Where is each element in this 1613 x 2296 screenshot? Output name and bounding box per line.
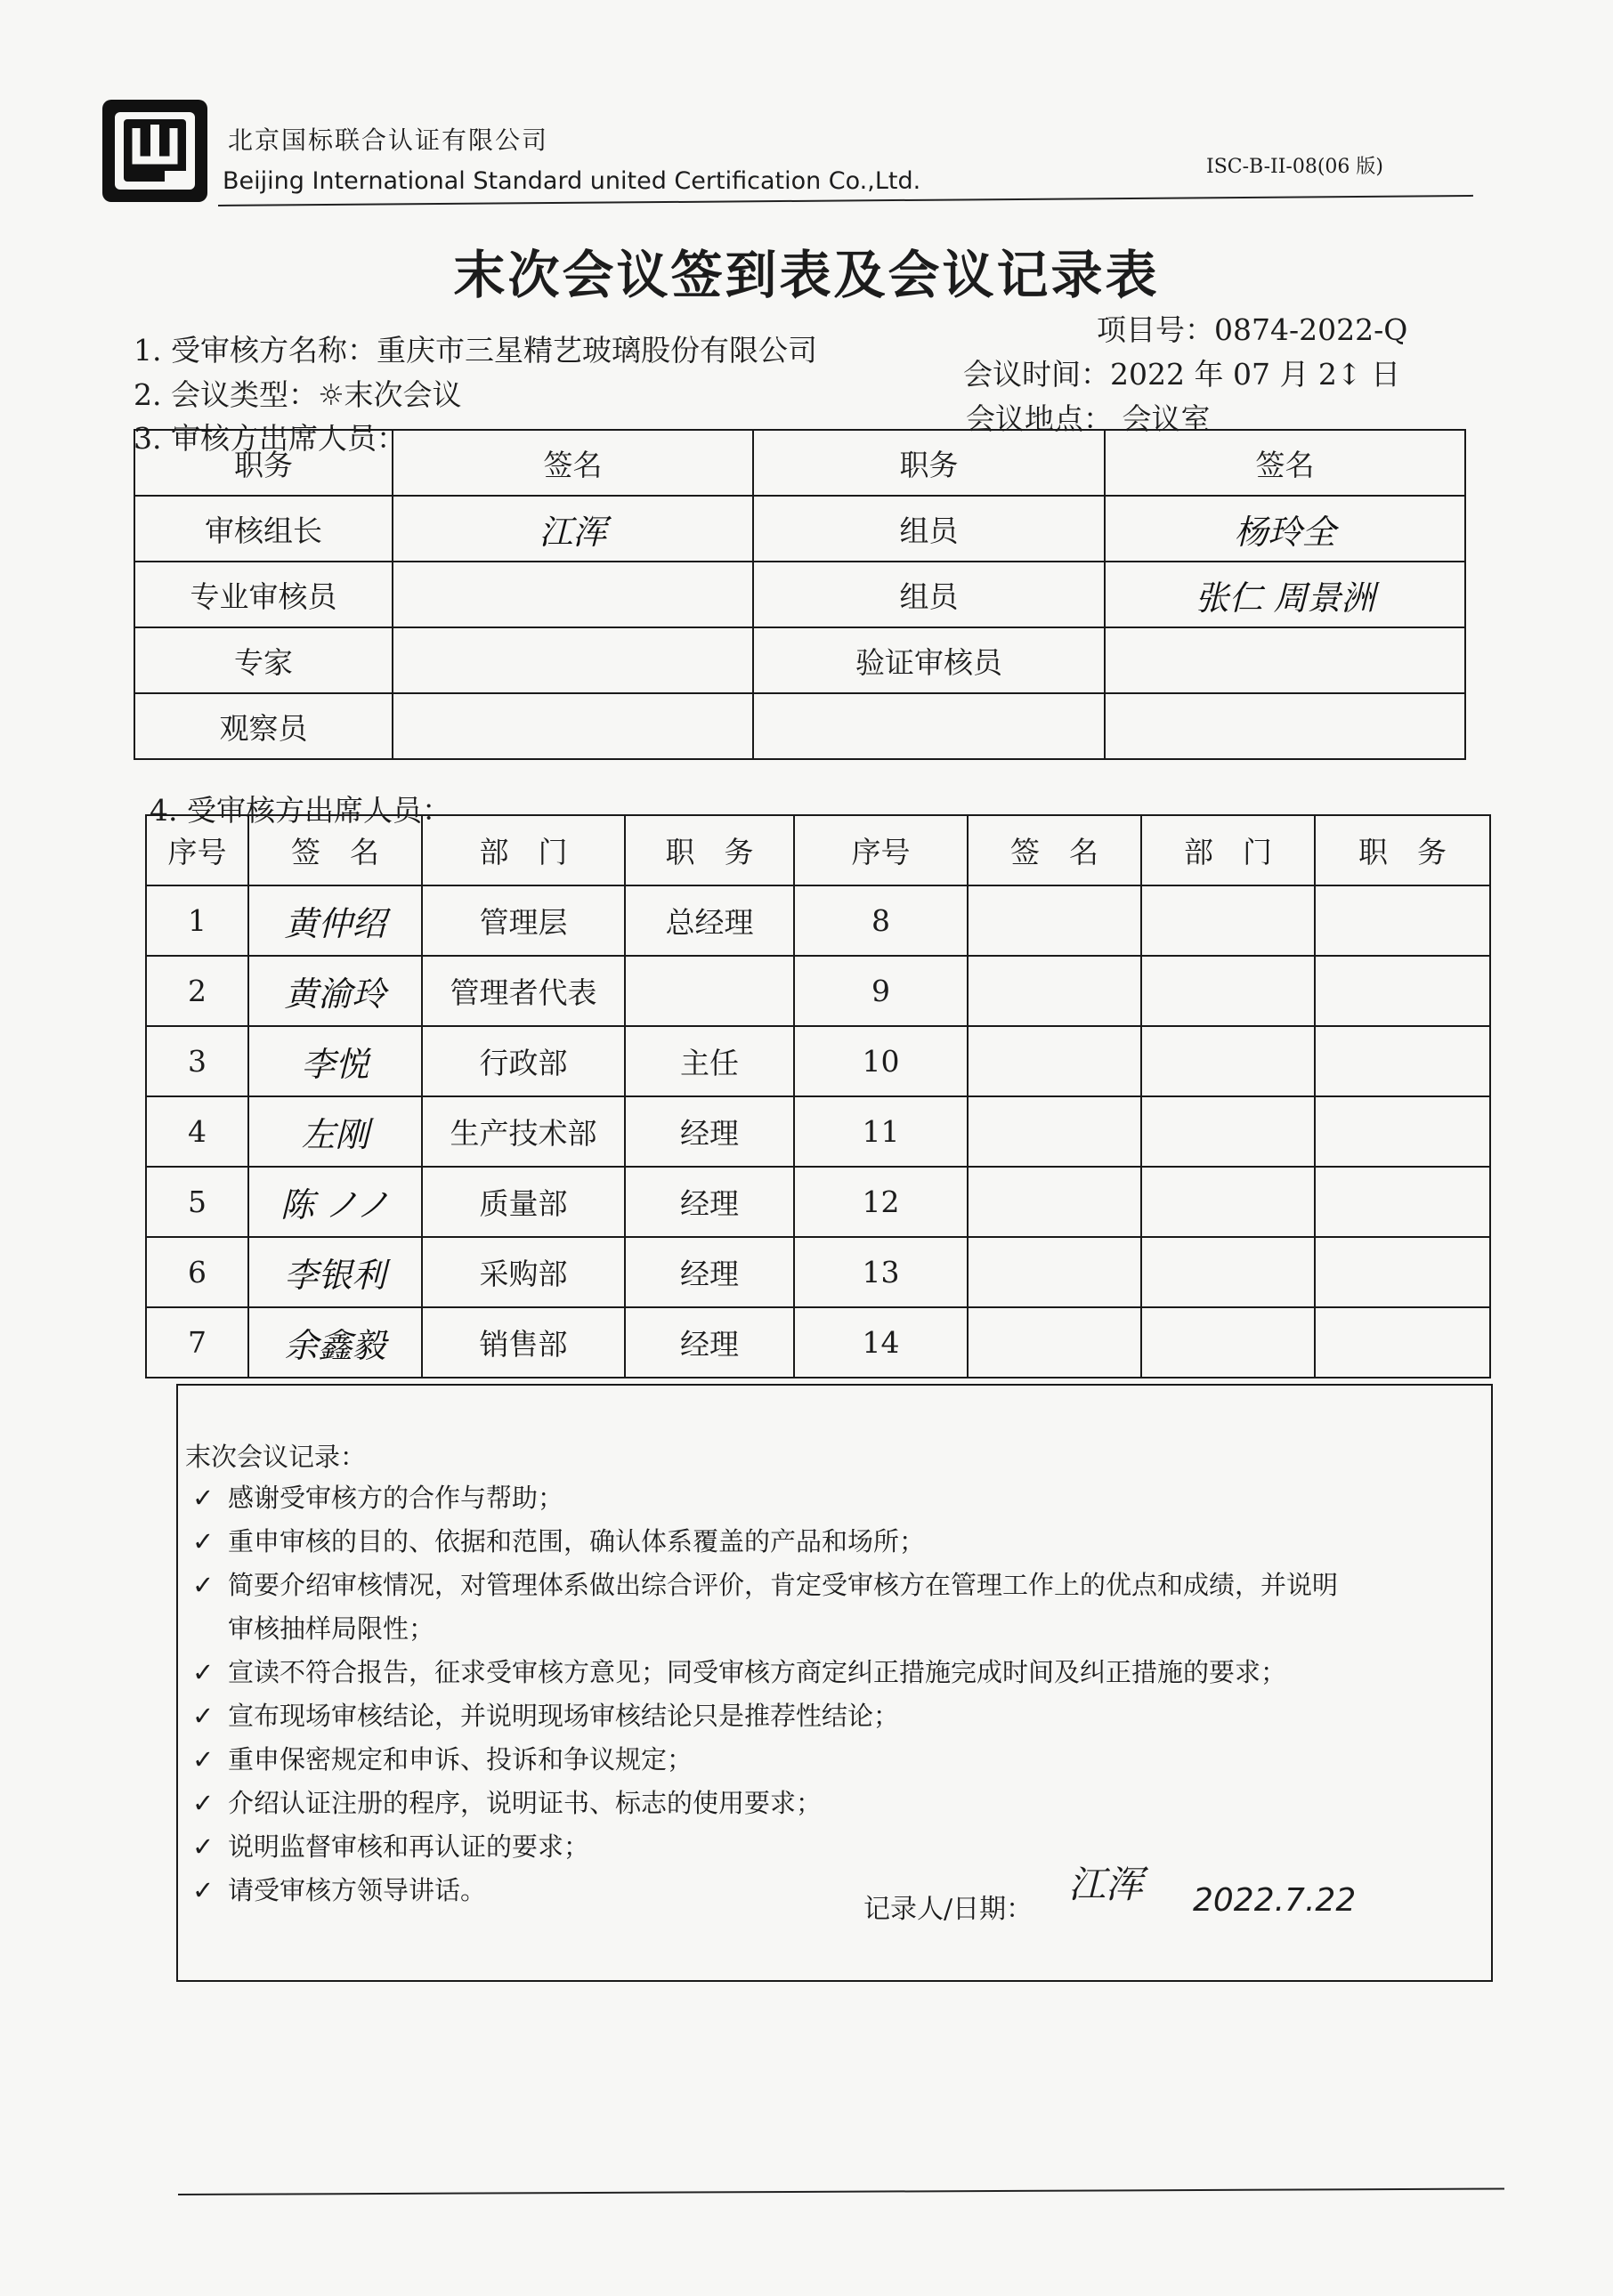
footer-divider — [178, 2187, 1504, 2195]
empty-cell — [968, 885, 1141, 956]
list-item — [185, 1869, 1338, 1912]
checkmark-icon: ✓ — [192, 1526, 215, 1556]
auditor-role — [753, 693, 1105, 759]
role: 经理 — [625, 1167, 794, 1237]
list-item — [185, 1782, 1338, 1825]
signature-cell — [248, 1167, 422, 1237]
empty-cell — [1315, 1167, 1490, 1237]
auditor-role: 专家 — [134, 627, 393, 693]
signature-cell — [1105, 496, 1465, 562]
minutes-item-text: 宣布现场审核结论，并说明现场审核结论只是推荐性结论； — [228, 1701, 900, 1731]
header-divider — [218, 195, 1473, 206]
auditor-role: 审核组长 — [134, 496, 393, 562]
empty-cell — [1141, 956, 1315, 1026]
department: 销售部 — [422, 1307, 625, 1378]
minutes-item-text: 宣读不符合报告，征求受审核方意见；同受审核方商定纠正措施完成时间及纠正措施的要求； — [228, 1657, 1287, 1687]
handwritten-signature: 李银利 — [284, 1256, 386, 1295]
handwritten-signature: 黄仲绍 — [284, 904, 386, 943]
empty-cell — [968, 1237, 1141, 1307]
signature-cell — [1105, 627, 1465, 693]
role: 经理 — [625, 1096, 794, 1167]
header-role: 职务 — [753, 430, 1105, 496]
signature-cell — [248, 1307, 422, 1378]
empty-cell — [968, 1096, 1141, 1167]
signature-cell — [393, 562, 753, 627]
list-item — [185, 1651, 1338, 1694]
row-number: 4 — [146, 1096, 248, 1167]
header-role: 职务 — [134, 430, 393, 496]
form-code: ISC-B-II-08(06 版) — [1206, 156, 1383, 178]
signature-cell — [248, 956, 422, 1026]
table-row — [134, 693, 1465, 759]
department: 质量部 — [422, 1167, 625, 1237]
department: 生产技术部 — [422, 1096, 625, 1167]
row-number: 9 — [794, 956, 968, 1026]
row-number: 12 — [794, 1167, 968, 1237]
empty-cell — [968, 1307, 1141, 1378]
empty-cell — [1315, 1307, 1490, 1378]
auditee-attendance-table — [145, 814, 1491, 1378]
auditor-role: 专业审核员 — [134, 562, 393, 627]
signature-cell — [1105, 693, 1465, 759]
table-row — [134, 496, 1465, 562]
header-signature: 签名 — [1105, 430, 1465, 496]
signature-cell — [248, 1026, 422, 1096]
minutes-item-text: 简要介绍审核情况，对管理体系做出综合评价，肯定受审核方在管理工作上的优点和成绩，并说明 — [228, 1570, 1339, 1600]
minutes-item-text: 重申保密规定和申诉、投诉和争议规定； — [228, 1744, 693, 1775]
header-number: 序号 — [146, 815, 248, 885]
table-row — [146, 1307, 1490, 1378]
role: 经理 — [625, 1307, 794, 1378]
section3-heading: 3. 审核方出席人员： — [134, 421, 406, 456]
row-number: 14 — [794, 1307, 968, 1378]
list-item — [185, 1476, 1338, 1520]
header-signature: 签名 — [393, 430, 753, 496]
checkmark-icon: ✓ — [192, 1483, 215, 1513]
recorder-signature: 江浑 — [1068, 1863, 1144, 1906]
checkmark-icon: ✓ — [192, 1831, 215, 1862]
signature-cell — [1105, 562, 1465, 627]
checkmark-icon: ✓ — [192, 1744, 215, 1775]
minutes-item-text: 审核抽样局限性； — [228, 1613, 435, 1644]
minutes-item-text: 重申审核的目的、依据和范围，确认体系覆盖的产品和场所； — [228, 1526, 926, 1556]
empty-cell — [1315, 1026, 1490, 1096]
list-item — [185, 1520, 1338, 1564]
table-row — [146, 885, 1490, 956]
handwritten-signature: 杨玲全 — [1234, 512, 1336, 552]
handwritten-signature: 陈 ノノ — [280, 1185, 391, 1225]
minutes-item-text: 请受审核方领导讲话。 — [228, 1875, 487, 1905]
table-row — [146, 1167, 1490, 1237]
header-signature: 签 名 — [248, 815, 422, 885]
empty-cell — [1141, 885, 1315, 956]
empty-cell — [1315, 1237, 1490, 1307]
list-item — [185, 1607, 1338, 1651]
row-number: 13 — [794, 1237, 968, 1307]
recorder-label: 记录人/日期： — [863, 1894, 1033, 1925]
header-department: 部 门 — [422, 815, 625, 885]
list-item — [185, 1825, 1338, 1869]
list-item — [185, 1738, 1338, 1782]
signature-cell — [248, 885, 422, 956]
minutes-item-text: 说明监督审核和再认证的要求； — [228, 1831, 590, 1862]
auditor-table-header — [134, 430, 1465, 496]
header-number: 序号 — [794, 815, 968, 885]
empty-cell — [968, 956, 1141, 1026]
meeting-type-field: 2. 会议类型：☼末次会议 — [134, 377, 462, 412]
department: 管理层 — [422, 885, 625, 956]
auditee-name-field: 1. 受审核方名称：重庆市三星精艺玻璃股份有限公司 — [134, 333, 817, 368]
checkmark-icon: ✓ — [192, 1570, 215, 1600]
table-row — [146, 956, 1490, 1026]
minutes-list — [185, 1476, 1338, 1912]
minutes-title: 末次会议记录： — [185, 1442, 367, 1472]
auditor-role: 观察员 — [134, 693, 393, 759]
checkmark-icon: ✓ — [192, 1875, 215, 1905]
minutes-item-text: 介绍认证注册的程序，说明证书、标志的使用要求； — [228, 1788, 823, 1818]
empty-cell — [1315, 956, 1490, 1026]
department: 采购部 — [422, 1237, 625, 1307]
department: 管理者代表 — [422, 956, 625, 1026]
recorder-date: 2022.7.22 — [1193, 1882, 1357, 1919]
header-department: 部 门 — [1141, 815, 1315, 885]
auditor-role: 组员 — [753, 562, 1105, 627]
empty-cell — [1141, 1096, 1315, 1167]
page-title: 末次会议签到表及会议记录表 — [453, 245, 1160, 305]
handwritten-signature: 李悦 — [301, 1045, 369, 1084]
company-logo — [102, 100, 207, 202]
signature-cell — [248, 1096, 422, 1167]
signature-cell — [393, 693, 753, 759]
company-name-en: Beijing International Standard united Certification Co.,Ltd. — [223, 167, 921, 195]
row-number: 7 — [146, 1307, 248, 1378]
empty-cell — [1141, 1026, 1315, 1096]
header-role: 职 务 — [1315, 815, 1490, 885]
signature-cell — [248, 1237, 422, 1307]
row-number: 1 — [146, 885, 248, 956]
handwritten-signature: 黄渝玲 — [284, 974, 386, 1014]
auditor-role: 验证审核员 — [753, 627, 1105, 693]
header-role: 职 务 — [625, 815, 794, 885]
department: 行政部 — [422, 1026, 625, 1096]
header-signature: 签 名 — [968, 815, 1141, 885]
minutes-item-text: 感谢受审核方的合作与帮助； — [228, 1483, 564, 1513]
section4-heading: 4. 受审核方出席人员： — [150, 793, 451, 828]
table-row — [146, 1026, 1490, 1096]
role: 经理 — [625, 1237, 794, 1307]
auditee-table-header — [146, 815, 1490, 885]
handwritten-signature: 江浑 — [539, 512, 607, 552]
auditor-role: 组员 — [753, 496, 1105, 562]
empty-cell — [1315, 885, 1490, 956]
role: 主任 — [625, 1026, 794, 1096]
company-name-cn: 北京国标联合认证有限公司 — [228, 125, 549, 155]
table-row — [146, 1096, 1490, 1167]
project-number-field: 项目号：0874-2022-Q — [1097, 312, 1408, 347]
checkmark-icon: ✓ — [192, 1657, 215, 1687]
empty-cell — [1141, 1307, 1315, 1378]
row-number: 8 — [794, 885, 968, 956]
list-item — [185, 1564, 1338, 1607]
meeting-place-field: 会议地点： 会议室 — [966, 401, 1211, 436]
empty-cell — [968, 1167, 1141, 1237]
empty-cell — [1141, 1237, 1315, 1307]
checkmark-icon: ✓ — [192, 1701, 215, 1731]
table-row — [146, 1237, 1490, 1307]
auditor-attendance-table — [134, 429, 1466, 760]
row-number: 2 — [146, 956, 248, 1026]
signature-cell — [393, 496, 753, 562]
role: 总经理 — [625, 885, 794, 956]
signature-cell — [393, 627, 753, 693]
meeting-time-field: 会议时间：2022 年 07 月 2↕ 日 — [963, 357, 1401, 392]
empty-cell — [968, 1026, 1141, 1096]
handwritten-signature: 余鑫毅 — [284, 1326, 386, 1365]
checkmark-icon: ✓ — [192, 1788, 215, 1818]
empty-cell — [1141, 1167, 1315, 1237]
row-number: 5 — [146, 1167, 248, 1237]
row-number: 3 — [146, 1026, 248, 1096]
handwritten-signature: 张仁 周景洲 — [1195, 578, 1375, 618]
row-number: 10 — [794, 1026, 968, 1096]
role — [625, 956, 794, 1026]
list-item — [185, 1694, 1338, 1738]
table-row — [134, 627, 1465, 693]
empty-cell — [1315, 1096, 1490, 1167]
handwritten-signature: 左刚 — [301, 1115, 369, 1154]
row-number: 6 — [146, 1237, 248, 1307]
table-row — [134, 562, 1465, 627]
row-number: 11 — [794, 1096, 968, 1167]
